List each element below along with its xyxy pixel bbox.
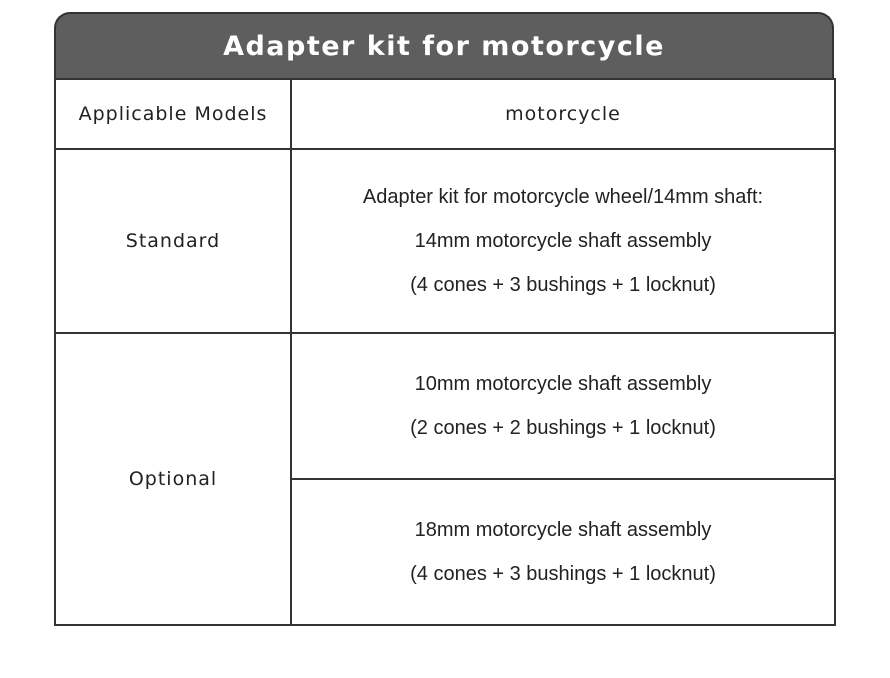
table-header xyxy=(54,12,834,78)
option-line: (4 cones + 3 bushings + 1 locknut) xyxy=(410,563,716,585)
standard-line: 14mm motorcycle shaft assembly xyxy=(414,230,712,252)
table-row-optional xyxy=(55,333,835,479)
spec-table xyxy=(54,78,836,626)
option-line: (2 cones + 2 bushings + 1 locknut) xyxy=(410,417,716,439)
optional-option-2 xyxy=(291,479,835,625)
standard-line: (4 cones + 3 bushings + 1 locknut) xyxy=(410,274,716,296)
optional-option-1 xyxy=(291,333,835,479)
applicable-models-label: Applicable Models xyxy=(55,79,291,149)
spec-table-card xyxy=(54,12,834,626)
optional-label: Optional xyxy=(55,333,291,625)
applicable-models-value: motorcycle xyxy=(291,79,835,149)
option-line: 18mm motorcycle shaft assembly xyxy=(414,519,712,541)
option-line: 10mm motorcycle shaft assembly xyxy=(414,373,712,395)
standard-value xyxy=(291,149,835,333)
standard-line: Adapter kit for motorcycle wheel/14mm shaft: xyxy=(362,186,764,208)
standard-label: Standard xyxy=(55,149,291,333)
table-title: Adapter kit for motorcycle xyxy=(223,30,665,62)
table-row-standard xyxy=(55,149,835,333)
table-row-applicable-models xyxy=(55,79,835,149)
